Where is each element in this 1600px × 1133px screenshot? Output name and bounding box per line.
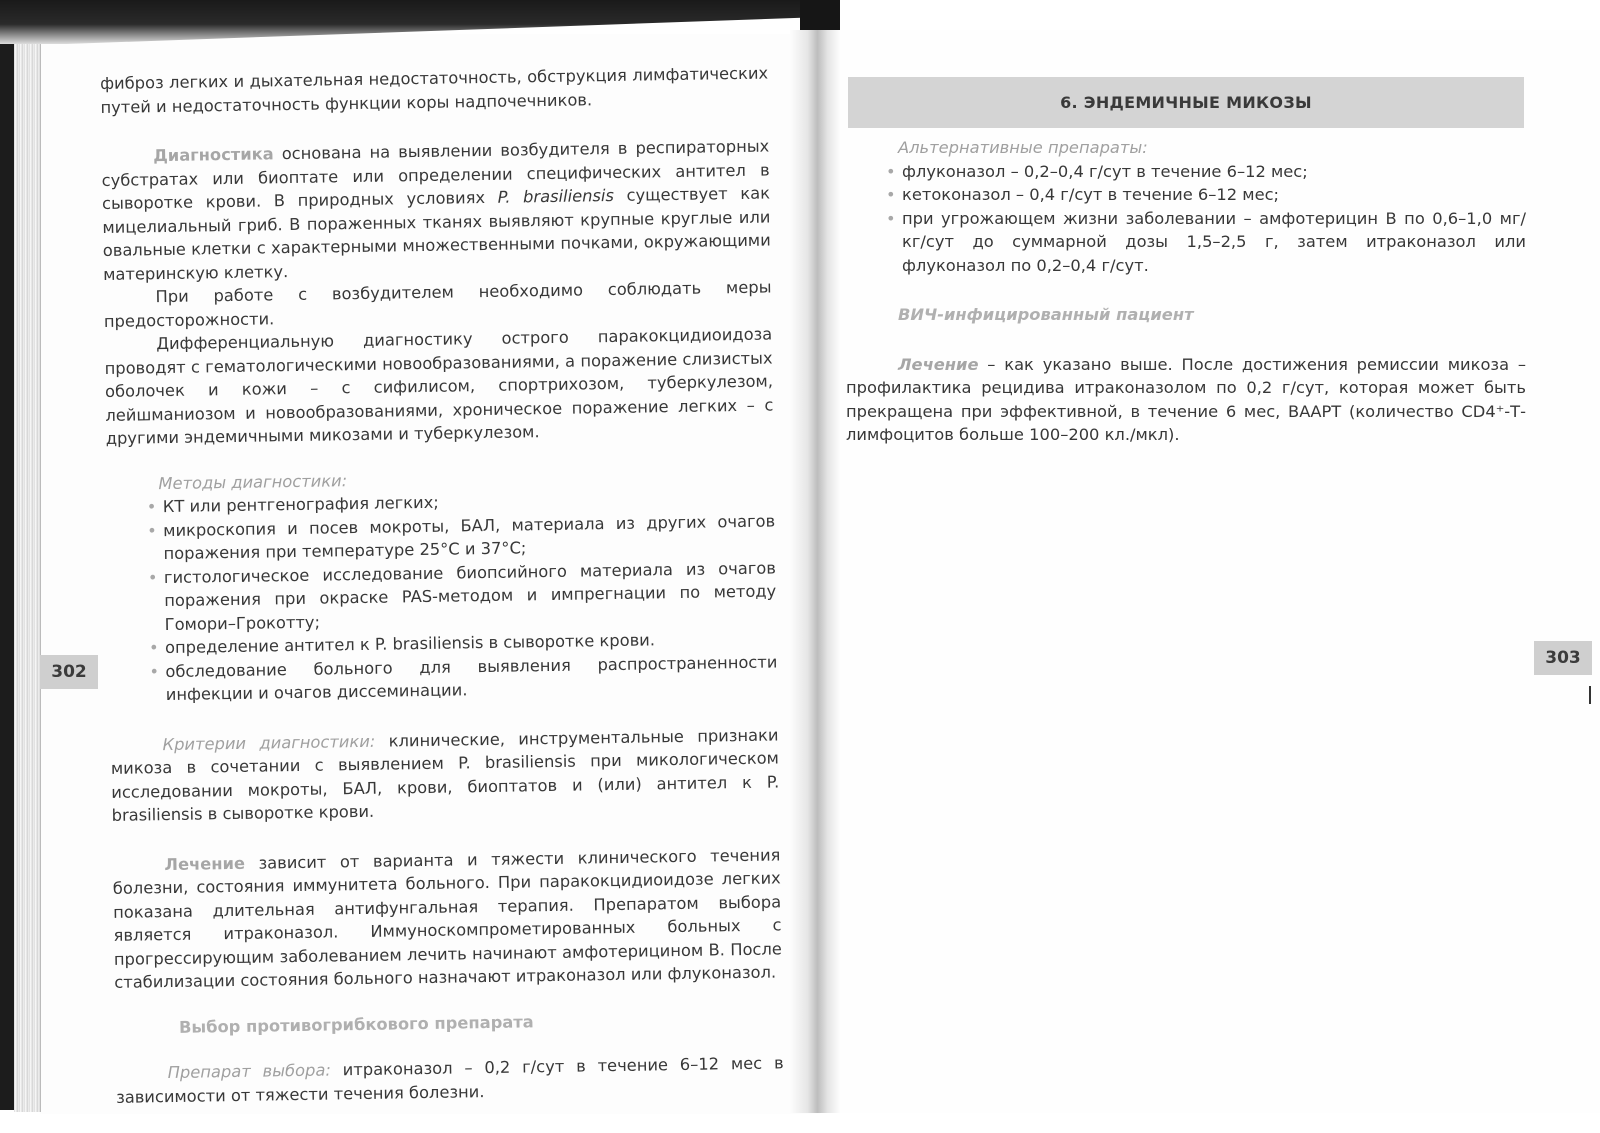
methods-label: Методы диагностики: [158, 470, 348, 493]
paragraph-criteria: Критерии диагностики: клинические, инструментальные признаки микоза в сочетании с выявлением P. brasiliensis при микологическом исследовании мокроты, БАЛ, крови, биоптатов и (или) антител к P. brasiliensis в сыворотке крови. [110, 724, 780, 825]
chapter-title: 6. ЭНДЕМИЧНЫЕ МИКОЗЫ [1060, 93, 1312, 112]
scan-shadow-gutter [800, 0, 840, 30]
paragraph-hiv-treatment: Лечение – как указано выше. После достижения ремиссии микоза – профилактика рецидива итраконазолом по 0,2 г/сут, которая может быть прекращена при эффективной, в течение 6 мес, ВААРТ (количество CD4⁺-Т-лимфоцитов больше 100–200 кл./мкл). [846, 354, 1526, 444]
list-item: • кетоконазол – 0,4 г/сут в течение 6–12 мес; [886, 183, 1526, 207]
paragraph-intro: фиброз легких и дыхательная недостаточность, обструкция лимфатических путей и недостаточность функции коры надпочечников. [100, 63, 769, 117]
alt-drugs-label: Альтернативные препараты: [898, 138, 1148, 157]
hiv-treatment-label: Лечение [898, 354, 979, 374]
page-edge-mark [1589, 686, 1591, 704]
criteria-label: Критерии диагностики: [162, 731, 376, 754]
list-item: • определение антител к P. brasiliensis в сыворотке крови. [149, 626, 777, 659]
list-item: • флуконазол – 0,2–0,4 г/сут в течение 6–12 мес; [886, 160, 1526, 184]
page-stack-edge [14, 40, 41, 1112]
left-page-text [100, 62, 784, 1109]
book-gutter [790, 30, 840, 1113]
list-item: • обследование больного для выявления распространенности инфекции и очагов диссеминации. [149, 650, 778, 707]
right-page-text [846, 136, 1526, 447]
treatment-label: Лечение [164, 853, 246, 874]
list-item: • гистологическое исследование биопсийного материала из очагов поражения при окраске PAS-методом и импрегнации по методу Гомори–Грокотту; [148, 556, 777, 636]
diagnostics-label: Диагностика [153, 144, 274, 166]
hiv-heading: ВИЧ-инфицированный пациент [898, 305, 1194, 324]
paragraph-differential: Дифференциальную диагностику острого паракокцидиоидоза проводят с гематологическими новообразованиями, а поражение слизистых оболочек и кожи – с сифилисом, спортрихозом, туберкулезом, лейшманиозом и новообразованиями, хроническое поражение легких – с другими эндемичными микозами и туберкулезом. [104, 324, 774, 448]
page-number-right: 303 [1534, 641, 1592, 675]
paragraph-drug-choice: Препарат выбора: итраконазол – 0,2 г/сут в течение 6–12 мес в зависимости от тяжести течения болезни. [115, 1053, 784, 1107]
paragraph-safety: При работе с возбудителем необходимо соблюдать меры предосторожности. [103, 277, 772, 331]
alt-drugs-list [846, 160, 1526, 278]
drug-choice-label: Препарат выбора: [167, 1060, 331, 1083]
chapter-header-bar [848, 77, 1524, 128]
list-item: • при угрожающем жизни заболевании – амфотерицин В по 0,6–1,0 мг/кг/сут до суммарной дозы 1,5–2,5 г, затем итраконазол или флуконазол по 0,2–0,4 г/сут. [886, 207, 1526, 278]
list-item: • микроскопия и посев мокроты, БАЛ, материала из других очагов поражения при температуре 25°С и 37°С; [147, 509, 776, 566]
paragraph-treatment: Лечение зависит от варианта и тяжести клинического течения болезни, состояния иммунитета больного. При паракокцидиоидозе легких показана длительная антифунгальная терапия. Препаратом выбора является итраконазол. Иммунoскомпрометированных больных с прогрессирующим заболеванием лечить начинают амфотерицином В. После стабилизации состояния больного назначают итраконазол или флуконазол. [112, 844, 782, 992]
book-edge [0, 30, 14, 1110]
choice-heading: Выбор противогрибкового препарата [178, 1011, 534, 1037]
page-number-left: 302 [40, 655, 98, 689]
paragraph-diagnostics: Диагностика основана на выявлении возбудителя в респираторных субстратах или биоптате или определении специфических антител в сыворотке крови. В природных условиях P. brasiliensis существует как мицелиальный гриб. В пораженных тканях выявляют крупные круглые или овальные клетки с характерными множественными почками, окружающими материнскую клетку. [101, 136, 771, 284]
methods-list [107, 485, 778, 707]
list-item: • КТ или рентгенография легких; [147, 485, 775, 518]
